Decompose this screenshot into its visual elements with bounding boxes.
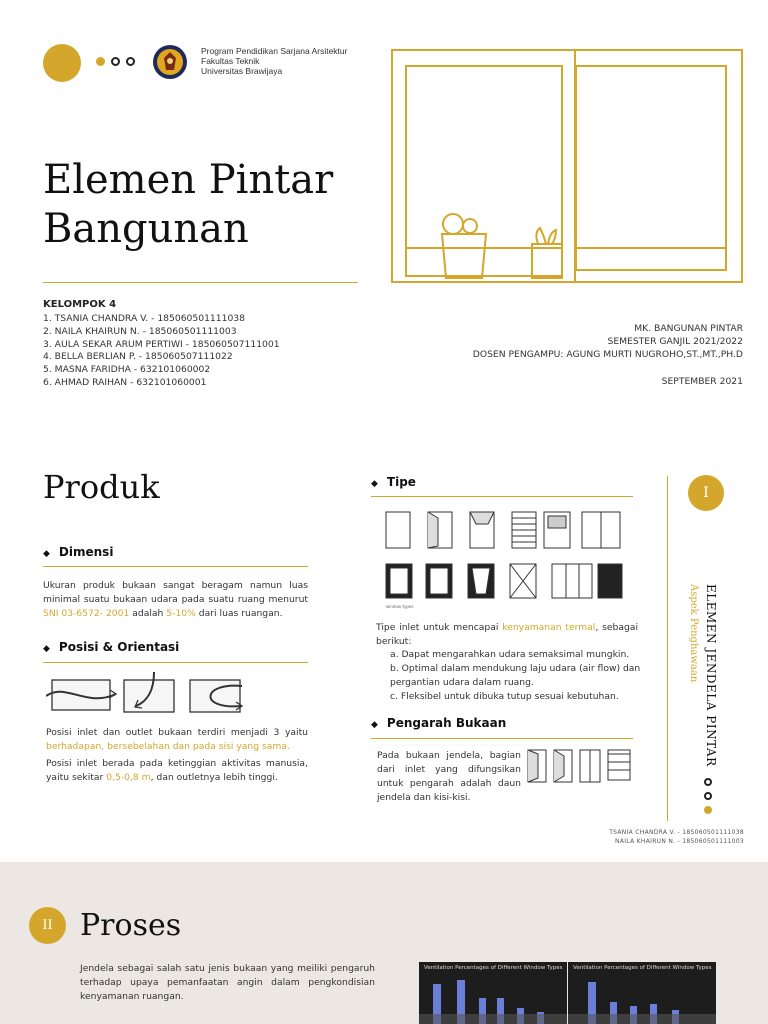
subheading-posisi xyxy=(43,640,179,654)
subheading-label: Pengarah Bukaan xyxy=(386,716,507,730)
institution-info xyxy=(201,46,347,76)
divider xyxy=(371,738,633,739)
decorative-gold-circle xyxy=(43,44,81,82)
sidebar-title: ELEMEN JENDELA PINTAR xyxy=(704,584,718,767)
member-item: 5. MASNA FARIDHA - 632101060002 xyxy=(43,364,211,376)
title-line: Elemen Pintar xyxy=(43,157,334,203)
institution-line: Universitas Brawijaya xyxy=(201,66,283,76)
subheading-label: Posisi & Orientasi xyxy=(58,640,180,654)
document-title xyxy=(43,156,333,254)
dot xyxy=(126,57,135,66)
member-item: 4. BELLA BERLIAN P. - 185060507111022 xyxy=(43,351,233,363)
member-item: 2. NAILA KHAIRUN N. - 185060501111003 xyxy=(43,325,237,337)
member-item: 3. AULA SEKAR ARUM PERTIWI - 185060507111001 xyxy=(43,338,280,350)
highlight: SNI 03-6572- 2001 xyxy=(43,608,130,619)
diamond-bullet-icon: ◆ xyxy=(43,549,50,559)
tipe-list xyxy=(390,648,646,704)
dimensi-paragraph: Ukuran produk bukaan sangat beragam namun luas minimal suatu bukaan udara pada suatu ruang menurut SNI 03-6572- 2001 adalah 5-10% dari luas ruangan. xyxy=(43,580,308,619)
highlight: 0,5-0,8 m xyxy=(106,772,151,783)
decorative-dots xyxy=(96,57,135,66)
member-list xyxy=(43,313,280,390)
section-number-badge: I xyxy=(688,475,724,511)
decorative-dots xyxy=(704,778,712,814)
section-heading-proses: Proses xyxy=(80,908,182,943)
title-divider xyxy=(43,282,358,283)
author-credits xyxy=(609,828,744,846)
posisi-paragraph-2: Posisi inlet berada pada ketinggian aktivitas manusia, yaitu sekitar 0,5-0,8 m, dan outletnya lebih tinggi. xyxy=(46,758,308,783)
divider xyxy=(43,662,308,663)
chart-bars-picture xyxy=(419,962,567,1024)
diamond-bullet-icon: ◆ xyxy=(371,479,378,489)
posisi-paragraph-1: Posisi inlet dan outlet bukaan terdiri menjadi 3 yaitu berhadapan, bersebelahan dan pada sisi yang sama. xyxy=(46,727,308,752)
document-date: SEPTEMBER 2021 xyxy=(661,376,743,387)
chart-caption: Ventilation Percentages of Different Window Types xyxy=(573,965,712,971)
subheading-dimensi xyxy=(43,545,113,559)
institution-line: Fakultas Teknik xyxy=(201,56,260,66)
course-info xyxy=(473,322,743,361)
list-item: b. Optimal dalam mendukung laju udara (air flow) dan pergantian udara dalam ruang. xyxy=(390,663,641,688)
divider xyxy=(43,566,308,567)
sidebar-subtitle: Aspek Penghawaan xyxy=(688,584,699,683)
tipe-intro: Tipe inlet untuk mencapai kenyamanan termal, sebagai berikut: xyxy=(376,622,638,647)
subheading-tipe xyxy=(371,475,416,489)
subheading-label: Tipe xyxy=(386,475,416,489)
ventilation-chart-image xyxy=(419,962,567,1024)
course-line: MK. BANGUNAN PINTAR xyxy=(634,323,743,334)
pengarah-paragraph: Pada bukaan jendela, bagian dari inlet yang difungsikan untuk pengarah adalah daun jendela dan kisi-kisi. xyxy=(377,750,521,803)
highlight: 5-10% xyxy=(166,608,196,619)
member-item: 6. AHMAD RAIHAN - 632101060001 xyxy=(43,376,207,388)
section-number-badge: II xyxy=(29,907,66,944)
highlight: berhadapan, bersebelahan dan pada sisi yang sama. xyxy=(46,741,290,752)
divider xyxy=(371,496,633,497)
proses-paragraph: Jendela sebagai salah satu jenis bukaan yang meiliki pengaruh terhadap upaya pemanfaatan angin dalam pengkondisian kenyamanan ruangan. xyxy=(80,963,375,1002)
course-line: DOSEN PENGAMPU: AGUNG MURTI NUGROHO,ST.,MT.,PH.D xyxy=(472,349,743,360)
credit-line: NAILA KHAIRUN N. - 185060501111003 xyxy=(615,838,744,845)
inlet-position-diagram xyxy=(46,672,246,718)
group-label: KELOMPOK 4 xyxy=(43,299,117,310)
diamond-bullet-icon: ◆ xyxy=(43,644,50,654)
university-seal-logo xyxy=(152,44,188,80)
credit-line: TSANIA CHANDRA V. - 185060501111038 xyxy=(609,829,744,836)
subheading-label: Dimensi xyxy=(58,545,114,559)
diamond-bullet-icon: ◆ xyxy=(371,720,378,730)
dot xyxy=(704,778,712,786)
subheading-pengarah xyxy=(371,716,506,730)
course-line: SEMESTER GANJIL 2021/2022 xyxy=(607,336,743,347)
svg-text:window types: window types xyxy=(386,604,414,609)
dot xyxy=(704,806,712,814)
window-illustration xyxy=(390,48,745,288)
chart-caption: Ventilation Percentages of Different Window Types xyxy=(424,965,563,971)
title-line: Bangunan xyxy=(43,206,249,252)
dot xyxy=(96,57,105,66)
dot xyxy=(704,792,712,800)
list-item: c. Fleksibel untuk dibuka tutup sesuai kebutuhan. xyxy=(390,691,619,702)
highlight: kenyamanan termal xyxy=(502,622,596,633)
window-sash-diagram xyxy=(526,744,634,790)
ventilation-chart-image xyxy=(568,962,716,1024)
vertical-divider xyxy=(667,476,668,821)
dot xyxy=(111,57,120,66)
chart-bars-picture xyxy=(568,962,716,1024)
window-types-diagram xyxy=(376,506,628,616)
member-item: 1. TSANIA CHANDRA V. - 185060501111038 xyxy=(43,313,246,324)
list-item: a. Dapat mengarahkan udara semaksimal mungkin. xyxy=(390,649,630,660)
section-heading-produk: Produk xyxy=(43,468,160,506)
institution-line: Program Pendidikan Sarjana Arsitektur xyxy=(201,46,348,56)
